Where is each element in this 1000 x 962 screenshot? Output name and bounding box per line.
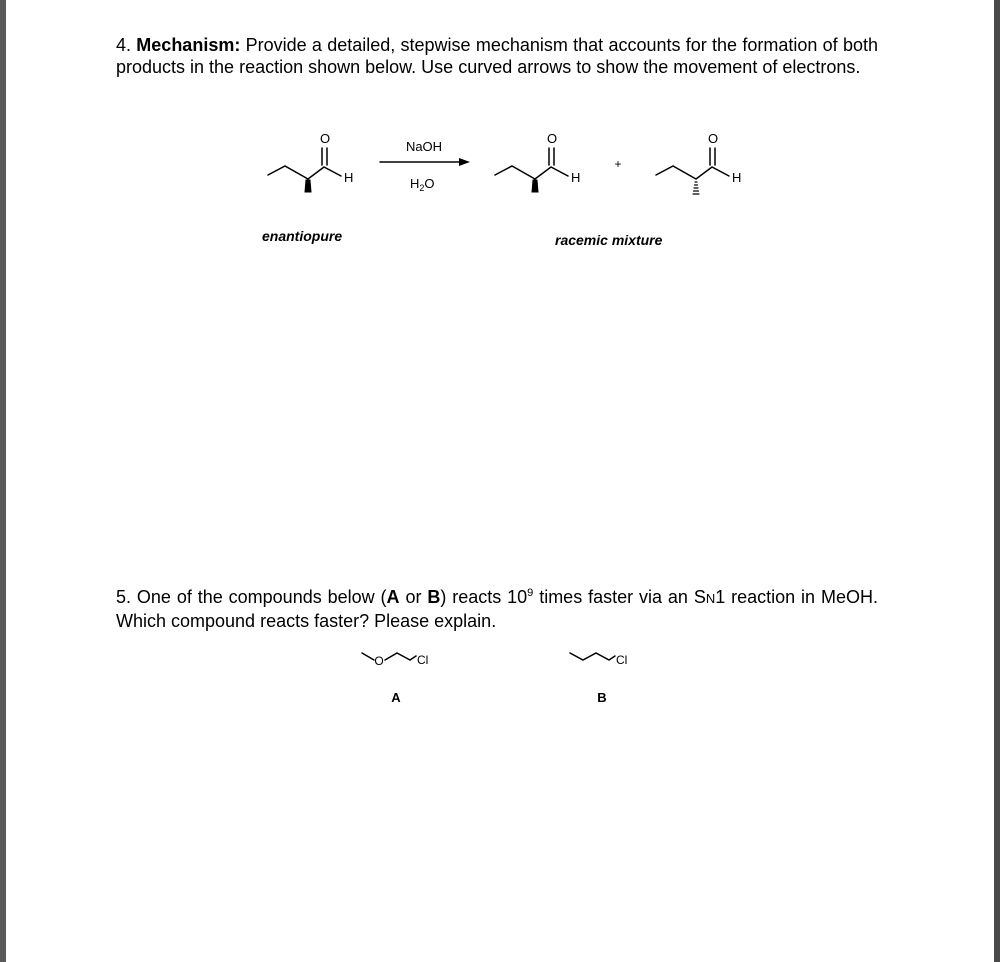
- p1-atom-h: H: [571, 170, 581, 185]
- plus-sign: +: [614, 157, 622, 171]
- compound-b-atom-cl: Cl: [616, 653, 628, 667]
- q5-bold-a: A: [386, 587, 400, 607]
- q5-bold-b: B: [427, 587, 441, 607]
- hashed-wedge-bond: [693, 182, 699, 194]
- p1-atom-o: O: [546, 131, 558, 146]
- reagent-h2o: $H_2O$: [410, 176, 435, 193]
- sm-atom-h: H: [344, 170, 354, 185]
- label-racemic-mixture: racemic mixture: [555, 232, 663, 248]
- starting-material-structure: [268, 148, 341, 192]
- compound-a-atom-o: O: [374, 654, 384, 668]
- compound-a-structure: [362, 653, 416, 660]
- q4-heading: Mechanism:: [136, 35, 241, 55]
- q5-number: 5.: [116, 587, 132, 607]
- label-compound-a: A: [391, 690, 401, 705]
- q5-subscript-n: N: [705, 591, 716, 606]
- reaction-arrow: [380, 158, 470, 166]
- q5-text-4: 1 reaction in MeOH. Which compound reacts faster? Please explain.: [116, 587, 878, 631]
- reagent-naoh: NaOH: [405, 139, 443, 154]
- q5-text-1: One of the compounds below (: [136, 587, 387, 607]
- q5-text-3: times faster via an S: [533, 587, 706, 607]
- compound-b-structure: [570, 653, 615, 660]
- product-1-structure: [495, 148, 568, 192]
- q5-text-2: ) reacts 10: [440, 587, 528, 607]
- sm-atom-o: O: [319, 131, 331, 146]
- label-enantiopure: enantiopure: [262, 228, 343, 244]
- q4-number: 4.: [116, 35, 132, 55]
- p2-atom-o: O: [707, 131, 719, 146]
- p2-atom-h: H: [732, 170, 742, 185]
- product-2-structure: [656, 148, 729, 179]
- q5-or: or: [399, 587, 428, 607]
- label-compound-b: B: [597, 690, 607, 705]
- q4-body: Provide a detailed, stepwise mechanism that accounts for the formation of both products in the reaction shown below. Use curved arrows to show the movement of electrons.: [116, 35, 878, 77]
- compound-a-atom-cl: Cl: [417, 653, 429, 667]
- q5-exponent: 9: [527, 587, 534, 599]
